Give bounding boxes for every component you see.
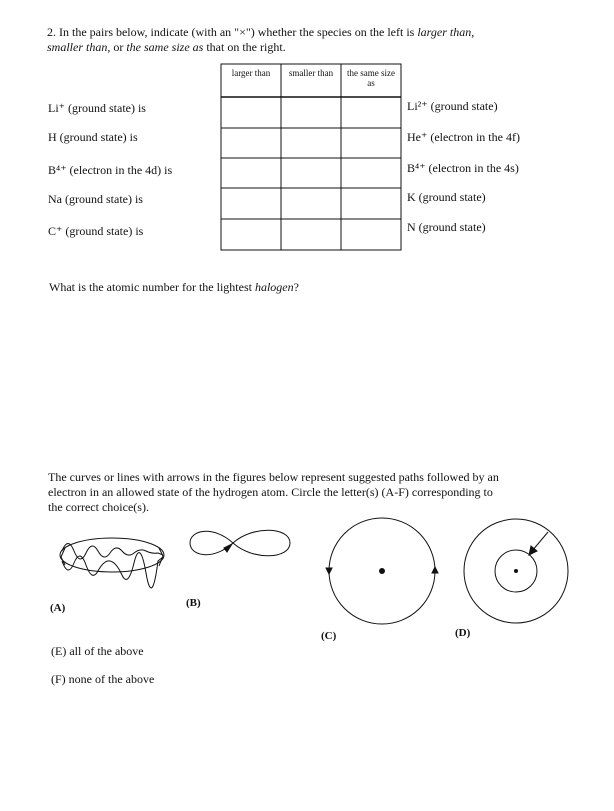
halogen-qmark: ? — [293, 280, 299, 294]
halogen-text: What is the atomic number for the lightest — [49, 280, 255, 294]
left-species-4: Na (ground state) is — [48, 192, 143, 206]
figure-c-circular-orbit — [326, 518, 438, 624]
halogen-term: halogen — [254, 280, 294, 294]
figure-b-figure-eight — [190, 530, 290, 556]
question-2-tail: that on the right. — [203, 40, 286, 54]
choice-f[interactable]: (F) none of the above — [51, 672, 155, 686]
header-same-size-as: the same size as — [347, 68, 395, 88]
figure-a-wavy-orbit — [60, 538, 164, 588]
smaller-than-term: smaller than, — [47, 40, 111, 54]
figure-d-concentric-orbits — [464, 519, 568, 623]
label-a[interactable]: (A) — [50, 602, 66, 614]
left-species-1: Li⁺ (ground state) is — [48, 101, 146, 115]
paths-question-line-2: electron in an allowed state of the hydrogen atom. Circle the letter(s) (A-F) corresponding to — [48, 485, 493, 499]
left-species-3: B⁴⁺ (electron in the 4d) is — [48, 163, 173, 177]
same-size-term: the same size as — [126, 40, 204, 54]
right-species-5: N (ground state) — [407, 220, 486, 234]
label-d[interactable]: (D) — [455, 627, 471, 639]
label-c[interactable]: (C) — [321, 630, 337, 642]
header-larger-than: larger than — [231, 68, 271, 78]
paths-question-line-3: the correct choice(s). — [48, 500, 149, 514]
right-species-2: He⁺ (electron in the 4f) — [407, 130, 520, 144]
left-species-5: C⁺ (ground state) is — [48, 224, 144, 238]
header-smaller-than: smaller than — [288, 68, 334, 78]
larger-than-term: larger than, — [417, 25, 475, 39]
question-2-text: 2. In the pairs below, indicate (with an "×") whether the species on the left is — [47, 25, 418, 39]
right-species-3: B⁴⁺ (electron in the 4s) — [407, 161, 519, 175]
right-species-1: Li²⁺ (ground state) — [407, 99, 498, 113]
paths-question-line-1: The curves or lines with arrows in the figures below represent suggested paths followed by an — [48, 470, 499, 484]
choice-e[interactable]: (E) all of the above — [51, 644, 144, 658]
or-text: or — [110, 40, 127, 54]
right-species-4: K (ground state) — [407, 190, 486, 204]
label-b[interactable]: (B) — [186, 597, 201, 609]
left-species-2: H (ground state) is — [48, 130, 138, 144]
